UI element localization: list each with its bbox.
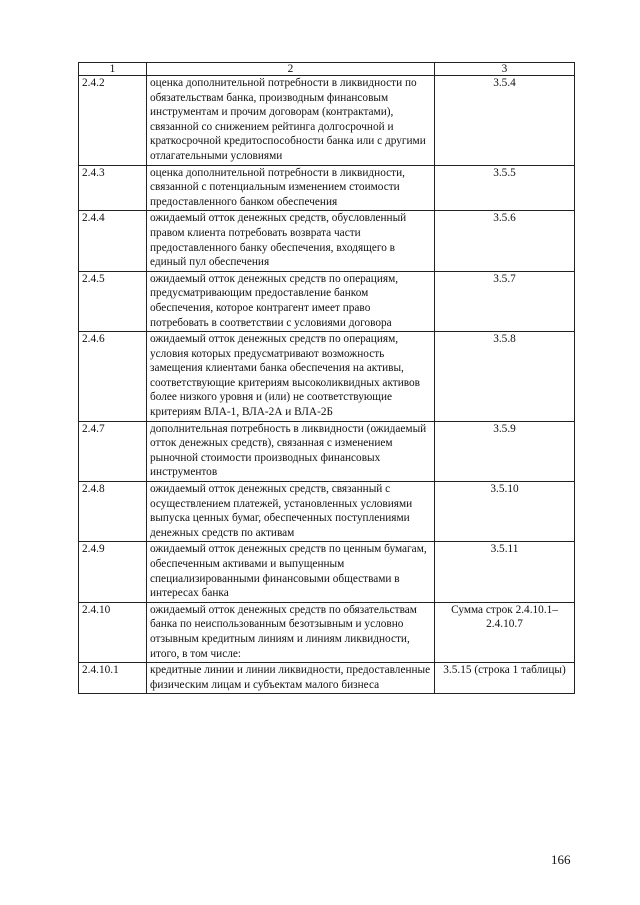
row-number: 2.4.10: [79, 602, 147, 662]
table-row: [79, 482, 575, 542]
column-header: 3: [435, 63, 575, 76]
table-row: [79, 421, 575, 481]
column-header: 1: [79, 63, 147, 76]
table-row: [79, 211, 575, 271]
row-number: 2.4.3: [79, 165, 147, 211]
row-number: 2.4.8: [79, 482, 147, 542]
row-description: кредитные линии и линии ликвидности, предоставленные физическим лицам и субъектам малого бизнеса: [147, 663, 435, 694]
column-header: 2: [147, 63, 435, 76]
row-reference: 3.5.4: [435, 76, 575, 166]
table-row: [79, 271, 575, 331]
row-reference: 3.5.15 (строка 1 таблицы): [435, 663, 575, 694]
table-header-row: [79, 63, 575, 76]
row-reference: 3.5.7: [435, 271, 575, 331]
row-description: оценка дополнительной потребности в ликвидности по обязательствам банка, производным финансовым инструментам и прочим договорам (контрактами), связанной со снижением рейтинга долгосрочной и краткосрочной кредитоспособности банка или с другими отлагательными условиями: [147, 76, 435, 166]
table-row: [79, 76, 575, 166]
table-row: [79, 663, 575, 694]
row-number: 2.4.9: [79, 542, 147, 602]
row-number: 2.4.6: [79, 332, 147, 422]
row-reference: 3.5.9: [435, 421, 575, 481]
row-reference: 3.5.10: [435, 482, 575, 542]
table-row: [79, 332, 575, 422]
row-description: ожидаемый отток денежных средств по операциям, предусматривающим предоставление банком обеспечения, которое контрагент имеет право потребовать в соответствии с условиями договора: [147, 271, 435, 331]
row-number: 2.4.10.1: [79, 663, 147, 694]
row-description: ожидаемый отток денежных средств по ценным бумагам, обеспеченным активами и выпущенным специализированными финансовыми обществами в интересах банка: [147, 542, 435, 602]
table-row: [79, 165, 575, 211]
row-description: оценка дополнительной потребности в ликвидности, связанной с потенциальным изменением стоимости предоставленного банком обеспечения: [147, 165, 435, 211]
row-reference: 3.5.5: [435, 165, 575, 211]
row-description: ожидаемый отток денежных средств по операциям, условия которых предусматривают возможность замещения клиентами банка обеспечения на активы, соответствующие критериям высоколиквидных активов более низкого уровня и (или) не соответствующие критериям ВЛА-1, ВЛА-2А и ВЛА-2Б: [147, 332, 435, 422]
row-number: 2.4.2: [79, 76, 147, 166]
row-description: ожидаемый отток денежных средств, обусловленный правом клиента потребовать возврата части предоставленного банку обеспечения, входящего в единый пул обеспечения: [147, 211, 435, 271]
table-row: [79, 602, 575, 662]
row-reference: 3.5.6: [435, 211, 575, 271]
row-description: ожидаемый отток денежных средств, связанный с осуществлением платежей, установленных условиями выпуска ценных бумаг, обеспеченных поступлениями денежных средств по активам: [147, 482, 435, 542]
row-reference: Сумма строк 2.4.10.1–2.4.10.7: [435, 602, 575, 662]
table-row: [79, 542, 575, 602]
row-number: 2.4.7: [79, 421, 147, 481]
row-description: ожидаемый отток денежных средств по обязательствам банка по неиспользованным безотзывным и условно отзывным кредитным линиям и линиям ликвидности, итого, в том числе:: [147, 602, 435, 662]
page-number: 166: [551, 852, 571, 867]
row-reference: 3.5.8: [435, 332, 575, 422]
row-number: 2.4.4: [79, 211, 147, 271]
row-number: 2.4.5: [79, 271, 147, 331]
row-reference: 3.5.11: [435, 542, 575, 602]
liquidity-table: [78, 62, 575, 694]
row-description: дополнительная потребность в ликвидности (ожидаемый отток денежных средств), связанная с изменением рыночной стоимости производных финансовых инструментов: [147, 421, 435, 481]
